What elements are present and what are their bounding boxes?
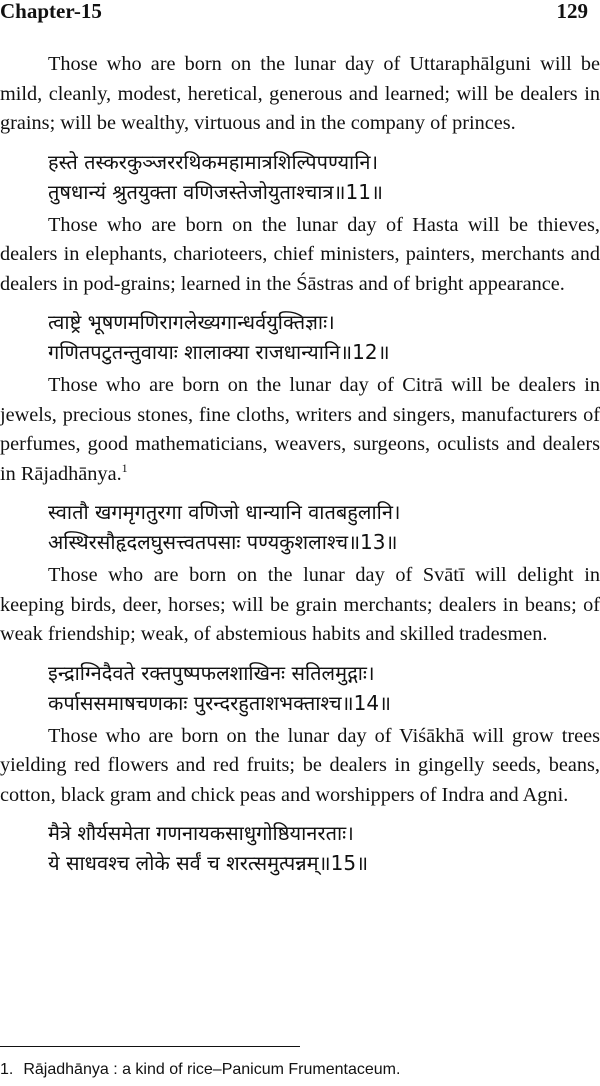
page-header [0,0,600,28]
sanskrit-verse-15 [48,818,600,878]
verse-line: इन्द्राग्निदैवते रक्तपुष्पफलशाखिनः सतिलमुद्गाः। [48,660,375,685]
verse-line: कर्पाससमाषचणकाः पुरन्दरहुताशभक्ताश्च॥14॥ [48,690,392,715]
verse-line: तुषधान्यं श्रुतयुक्ता वणिजस्तेजोयुताश्चात्र॥11॥ [48,179,383,204]
prose-paragraph: Those who are born on the lunar day of Viśākhā will grow trees yielding red flowers and red fruits; be dealers in gingelly seeds, beans, cotton, black gram and chick peas and worshippers of Indra and Agni. [0,724,600,806]
page-body [0,50,600,882]
verse-line: ये साधवश्च लोके सर्वं च शरत्समुत्पन्नम्॥15॥ [48,851,369,875]
verse-line: अस्थिरसौहृदलघुसत्त्वतपसाः पण्यकुशलाश्च॥13॥ [48,530,398,554]
prose-paragraph: Those who are born on the lunar day of Hasta will be thieves, dealers in elephants, charioteers, chief ministers, painters, merchants and dealers in pod-grains; learned in the Śāstras and of bright appearance. [0,213,600,295]
sanskrit-verse-12 [48,307,600,367]
verse-line: गणितपटुतन्तुवायाः शालाक्या राजधान्यानि॥12॥ [48,340,390,364]
prose-text: Those who are born on the lunar day of Citrā will be dealers in jewels, precious stones, fine cloths, writers and singers, manufacturers of perfumes, good mathematicians, weavers, surgeons, oculists and dealers in Rājadhānya. [0,374,600,485]
footnote [0,1060,400,1080]
verse-line: हस्ते तस्करकुञ्जररथिकमहामात्रशिल्पिपण्यानि। [48,149,379,174]
footnote-number: 1. [0,1061,14,1078]
page-number: 129 [556,0,588,23]
footnote-reference[interactable]: 1 [121,460,128,475]
sanskrit-verse-13 [48,497,600,557]
sanskrit-verse-14 [48,658,600,718]
chapter-title: Chapter-15 [0,0,102,23]
verse-line: स्वातौ खगमृगतुरगा वणिजो धान्यानि वातबहुलानि। [48,500,401,524]
footnote-text: Rājadhānya : a kind of rice–Panicum Frumentaceum. [23,1061,401,1078]
prose-paragraph [0,371,600,489]
verse-line: मैत्रे शौर्यसमेता गणनायकसाधुगोष्ठियानरताः। [48,821,354,845]
prose-paragraph: Those who are born on the lunar day of Uttaraphālguni will be mild, cleanly, modest, heretical, generous and learned; will be dealers in grains; will be wealthy, virtuous and in the company of princes. [0,53,600,134]
verse-line: त्वाष्ट्रे भूषणमणिरागलेख्यगान्धर्वयुक्तिज्ञाः। [48,310,335,334]
sanskrit-verse-11 [48,147,600,207]
footnote-divider [0,1046,300,1047]
prose-paragraph: Those who are born on the lunar day of Svātī will delight in keeping birds, deer, horses; will be grain merchants; dealers in beans; of weak friendship; weak, of abstemious habits and skilled tradesmen. [0,564,600,645]
